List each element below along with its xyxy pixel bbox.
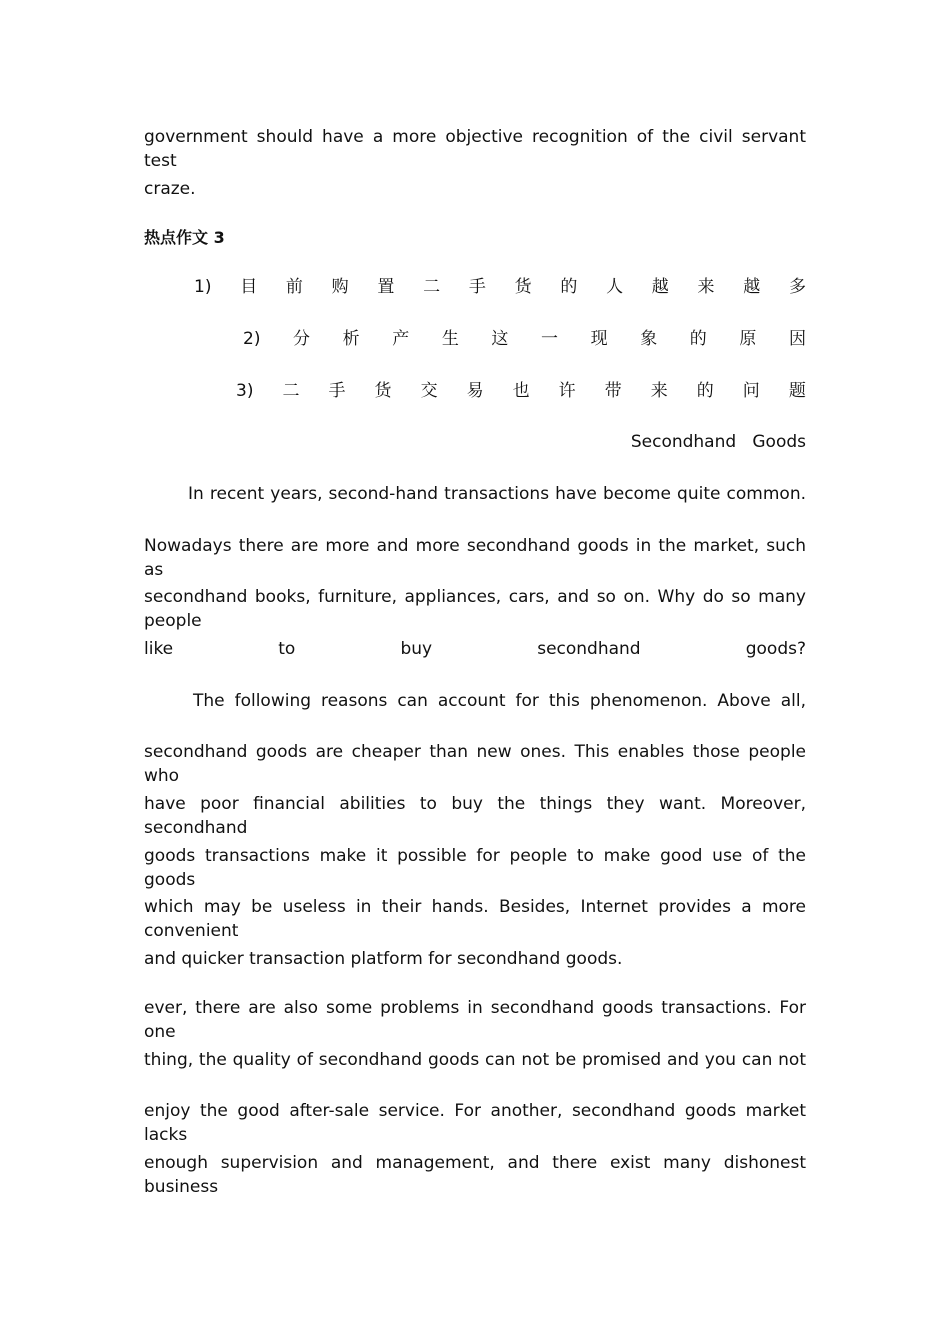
paragraph-3-line: thing, the quality of secondhand goods can not be promised and you can not xyxy=(144,1050,806,1070)
outline-char: 货 xyxy=(514,277,532,297)
outline-char: 手 xyxy=(328,381,346,401)
outline-char: 置 xyxy=(377,277,395,297)
outline-char: 也 xyxy=(512,381,530,401)
outline-char: 多 xyxy=(789,277,806,297)
outline-item-3 xyxy=(236,379,806,403)
outline-char: 生 xyxy=(441,329,459,349)
paragraph-2-line: have poor financial abilities to buy the things they want. Moreover, secondhand xyxy=(144,794,806,838)
paragraph-2-line: and quicker transaction platform for secondhand goods. xyxy=(144,949,623,969)
outline-item-2 xyxy=(243,327,806,351)
paragraph-3-line: ever, there are also some problems in secondhand goods transactions. For one xyxy=(144,998,806,1042)
outline-char: 产 xyxy=(392,329,410,349)
outline-char: 的 xyxy=(696,381,714,401)
outline-char: 货 xyxy=(374,381,392,401)
paragraph-2-line: secondhand goods are cheaper than new ones. This enables those people who xyxy=(144,742,806,786)
paragraph-3-line: enjoy the good after-sale service. For another, secondhand goods market lacks xyxy=(144,1101,806,1145)
outline-char: 越 xyxy=(651,277,669,297)
paragraph-2-line: The following reasons can account for this phenomenon. Above all, xyxy=(193,691,806,711)
paragraph-1-line: In recent years, second-hand transactions have become quite common. xyxy=(188,484,806,504)
outline-number: 1) xyxy=(194,277,212,297)
outline-char: 带 xyxy=(604,381,622,401)
outline-char: 前 xyxy=(285,277,303,297)
outline-char: 许 xyxy=(558,381,576,401)
outline-number: 2) xyxy=(243,329,261,349)
outline-char: 问 xyxy=(742,381,760,401)
paragraph-1-line: like to buy secondhand goods? xyxy=(144,639,806,659)
outline-char: 的 xyxy=(560,277,578,297)
outline-char: 原 xyxy=(739,329,757,349)
outline-char: 象 xyxy=(640,329,658,349)
outline-char: 二 xyxy=(423,277,441,297)
outline-char: 手 xyxy=(468,277,486,297)
text-line: government should have a more objective recognition of the civil servant test xyxy=(144,127,806,171)
outline-char: 来 xyxy=(650,381,668,401)
outline-char: 易 xyxy=(466,381,484,401)
paragraph-2-line: which may be useless in their hands. Besides, Internet provides a more convenient xyxy=(144,897,806,941)
paragraph-1-line: Nowadays there are more and more secondhand goods in the market, such as xyxy=(144,536,806,580)
outline-char: 因 xyxy=(788,329,806,349)
outline-char: 题 xyxy=(788,381,806,401)
paragraph-2-line: goods transactions make it possible for people to make good use of the goods xyxy=(144,846,806,890)
section-heading: 热点作文 3 xyxy=(144,228,225,247)
outline-char: 人 xyxy=(606,277,624,297)
outline-char: 的 xyxy=(689,329,707,349)
outline-item-1 xyxy=(194,275,806,299)
outline-number: 3) xyxy=(236,381,254,401)
outline-char: 二 xyxy=(282,381,300,401)
outline-char: 一 xyxy=(541,329,559,349)
essay-title: Secondhand Goods xyxy=(630,432,806,452)
outline-char: 来 xyxy=(697,277,715,297)
paragraph-1-line: secondhand books, furniture, appliances, cars, and so on. Why do so many people xyxy=(144,587,806,631)
outline-char: 购 xyxy=(331,277,349,297)
outline-char: 目 xyxy=(240,277,258,297)
outline-char: 这 xyxy=(491,329,509,349)
outline-char: 越 xyxy=(743,277,761,297)
outline-char: 分 xyxy=(293,329,311,349)
outline-char: 交 xyxy=(420,381,438,401)
outline-char: 现 xyxy=(590,329,608,349)
text-line: craze. xyxy=(144,179,196,199)
outline-char: 析 xyxy=(342,329,360,349)
paragraph-3-line: enough supervision and management, and there exist many dishonest business xyxy=(144,1153,806,1197)
